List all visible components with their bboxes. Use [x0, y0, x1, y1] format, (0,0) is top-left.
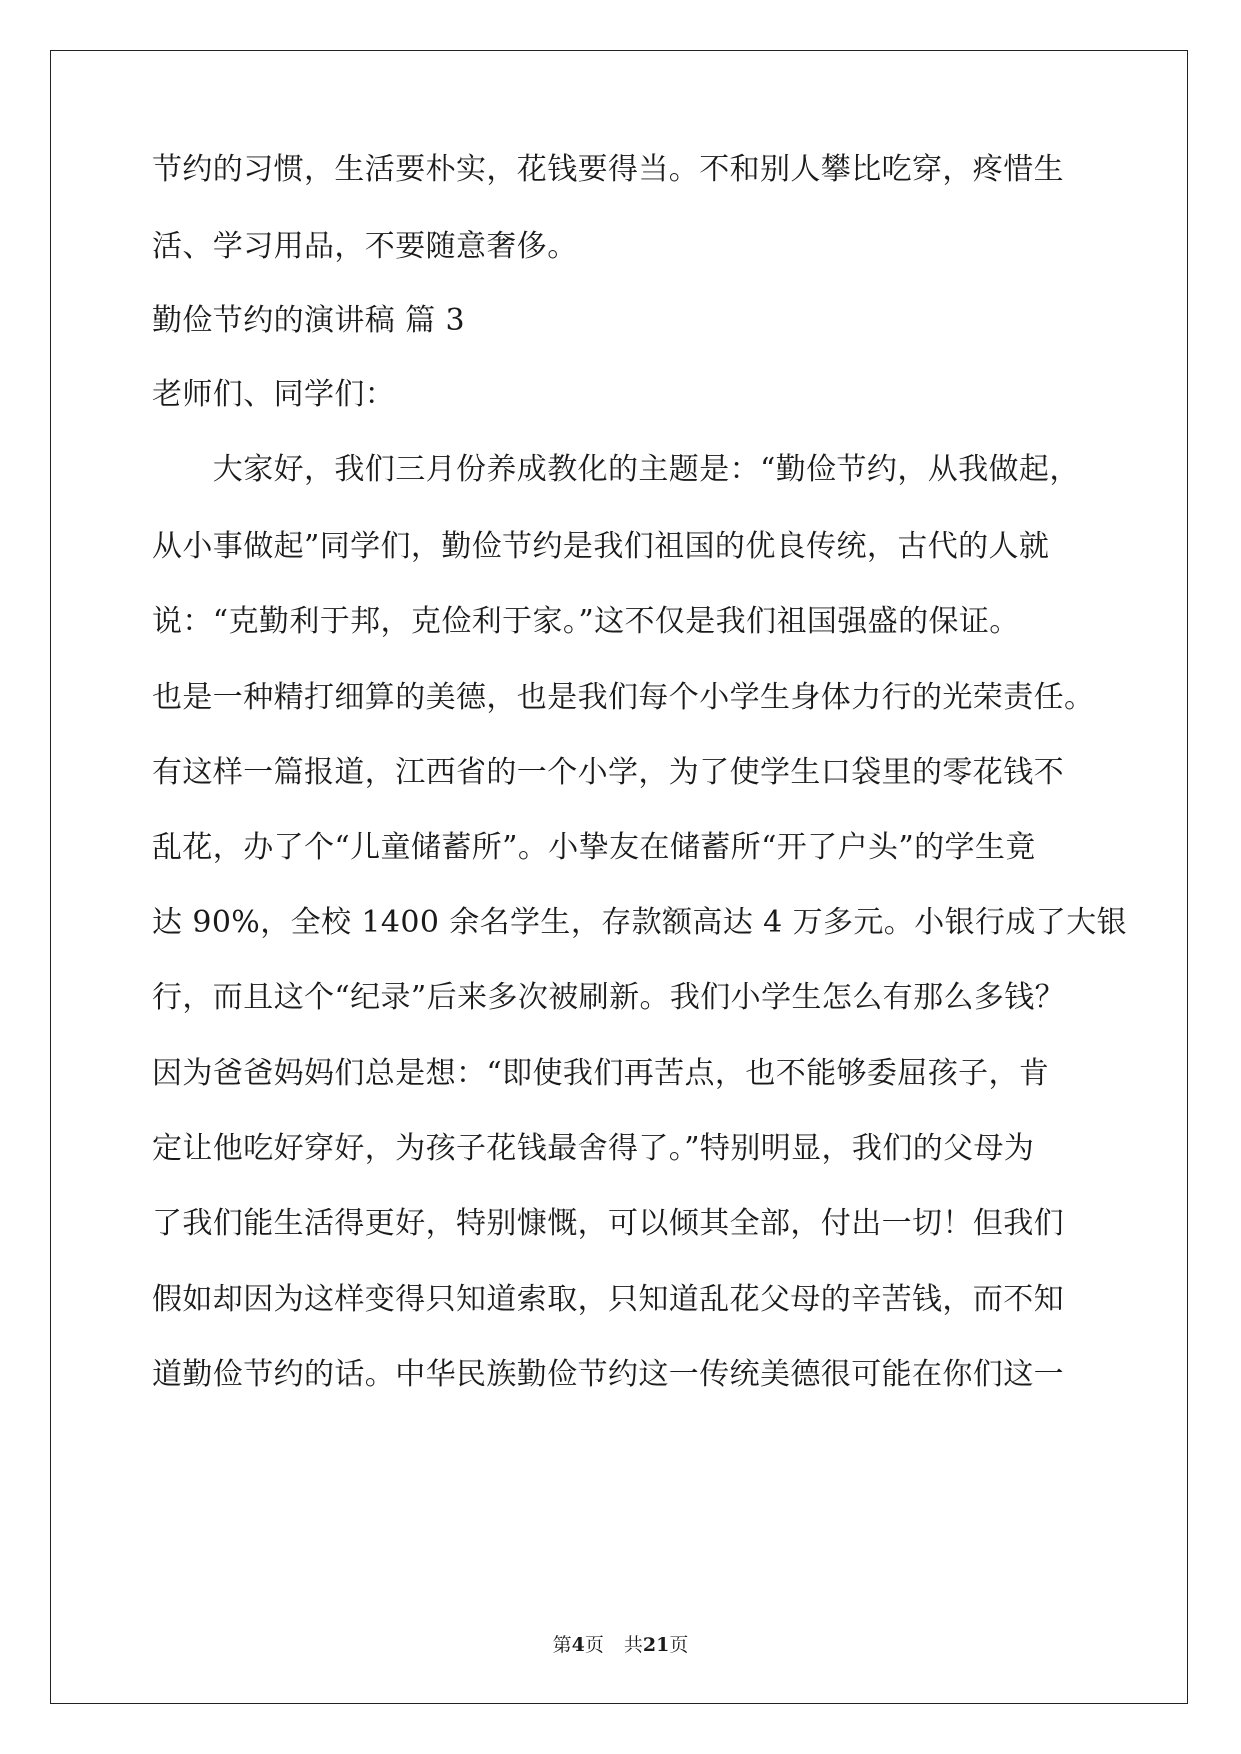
text-line: 大家好，我们三月份养成教化的主题是：“勤俭节约，从我做起，	[152, 452, 1080, 487]
text-line: 定让他吃好穿好，为孩子花钱最舍得了。”特别明显，我们的父母为	[152, 1131, 1035, 1166]
text-line: 达 90%，全校 1400 余名学生，存款额高达 4 万多元。小银行成了大银	[152, 905, 1127, 940]
text-line: 道勤俭节约的话。中华民族勤俭节约这一传统美德很可能在你们这一	[152, 1357, 1064, 1392]
text-line: 有这样一篇报道，江西省的一个小学，为了使学生口袋里的零花钱不	[152, 755, 1064, 790]
salutation: 老师们、同学们：	[152, 377, 396, 412]
page-border	[50, 50, 1188, 1704]
text-line: 说：“克勤利于邦，克俭利于家。”这不仅是我们祖国强盛的保证。	[152, 604, 1020, 639]
total-pages: 21	[642, 1634, 670, 1656]
section-heading: 勤俭节约的演讲稿 篇 3	[152, 303, 465, 338]
text-line: 活、学习用品，不要随意奢侈。	[152, 229, 578, 264]
text-line: 乱花，办了个“儿童储蓄所”。小挚友在储蓄所“开了户头”的学生竟	[152, 830, 1036, 865]
total-suffix: 页	[669, 1634, 689, 1656]
page-footer	[0, 1633, 1241, 1657]
text-line: 假如却因为这样变得只知道索取，只知道乱花父母的辛苦钱，而不知	[152, 1282, 1064, 1317]
text-line: 节约的习惯，生活要朴实，花钱要得当。不和别人攀比吃穿，疼惜生	[152, 152, 1064, 187]
text-line: 从小事做起”同学们，勤俭节约是我们祖国的优良传统，古代的人就	[152, 529, 1050, 564]
total-prefix: 共	[623, 1634, 643, 1656]
text-line: 因为爸爸妈妈们总是想：“即使我们再苦点，也不能够委屈孩子，肯	[152, 1056, 1050, 1091]
page-suffix: 页	[584, 1634, 604, 1656]
text-line: 了我们能生活得更好，特别慷慨，可以倾其全部，付出一切！但我们	[152, 1206, 1064, 1241]
text-line: 也是一种精打细算的美德，也是我们每个小学生身体力行的光荣责任。	[152, 680, 1095, 715]
page-prefix: 第	[552, 1634, 572, 1656]
page-number: 4	[571, 1634, 585, 1656]
text-line: 行，而且这个“纪录”后来多次被刷新。我们小学生怎么有那么多钱？	[152, 980, 1066, 1015]
